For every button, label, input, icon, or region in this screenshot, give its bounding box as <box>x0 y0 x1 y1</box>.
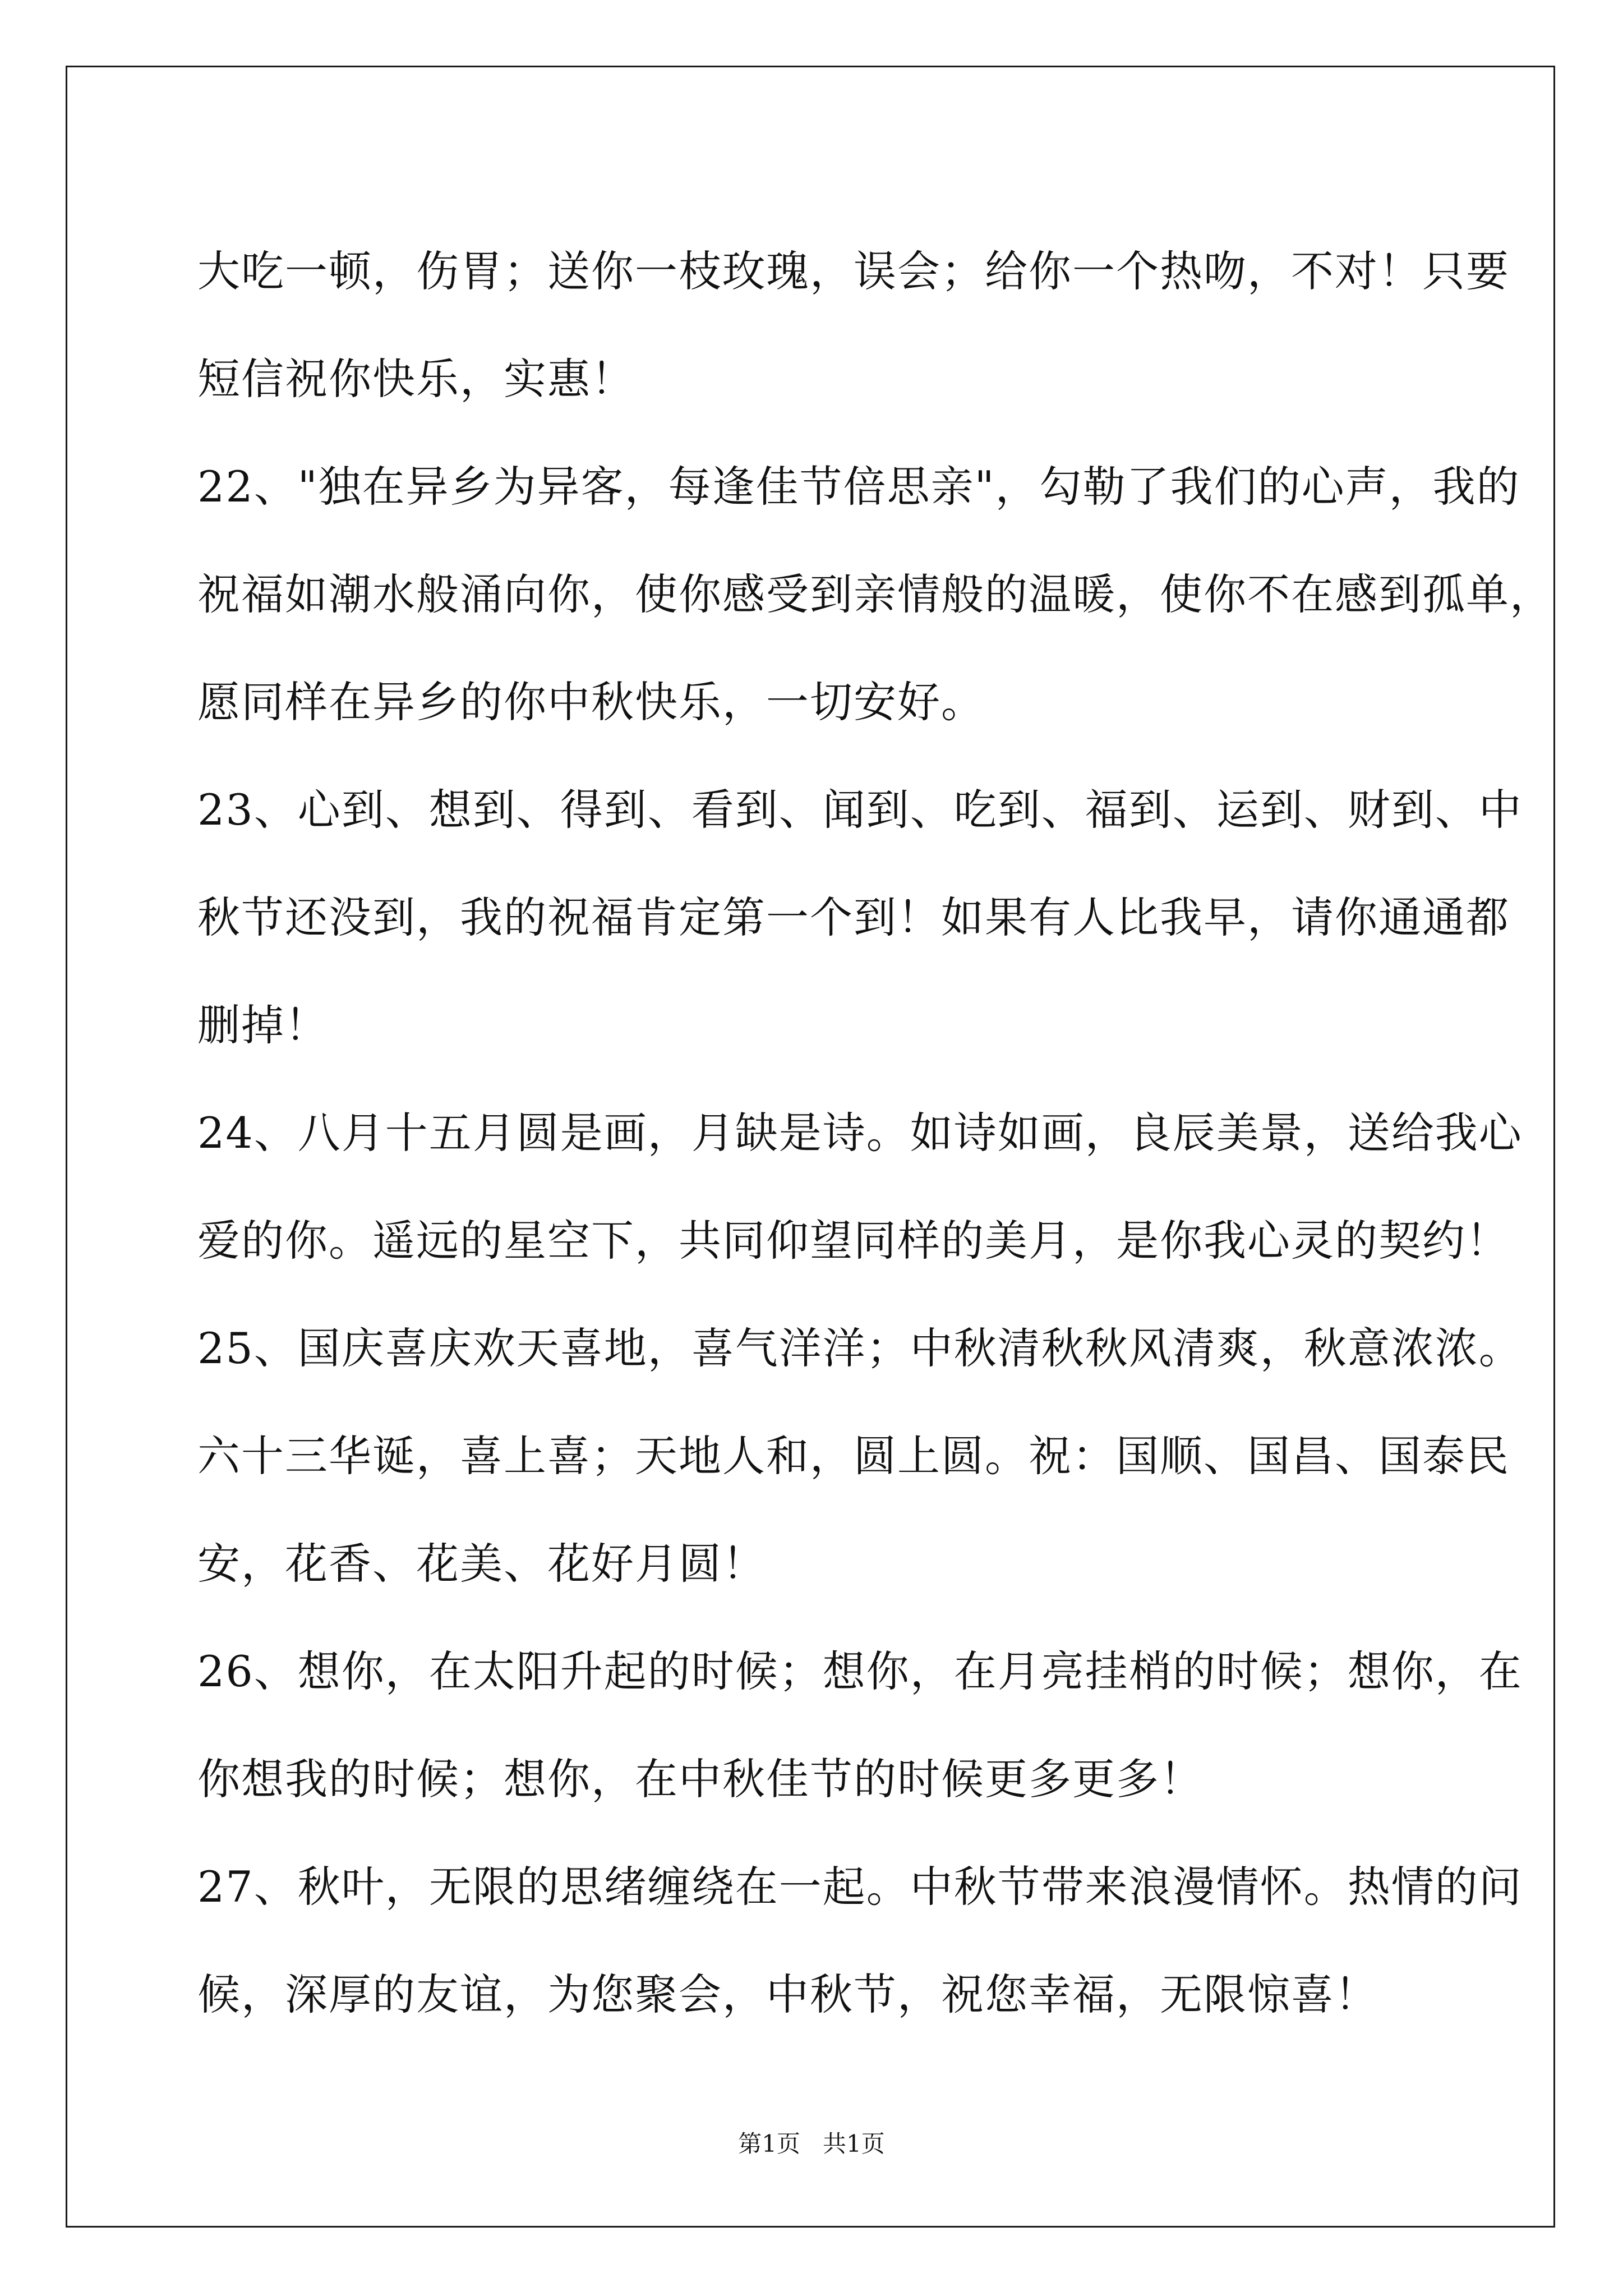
text-line: 24、八月十五月圆是画，月缺是诗。如诗如画，良辰美景，送给我心 <box>197 1108 1523 1158</box>
page-number-footer: 第1页 共1页 <box>738 2130 885 2157</box>
document-body <box>197 218 1553 2049</box>
text-line: 祝福如潮水般涌向你，使你感受到亲情般的温暖，使你不在感到孤单， <box>197 569 1553 619</box>
text-line: 27、秋叶，无限的思绪缠绕在一起。中秋节带来浪漫情怀。热情的问 <box>197 1862 1523 1912</box>
text-line: 短信祝你快乐，实惠！ <box>197 354 635 404</box>
text-line: 你想我的时候；想你，在中秋佳节的时候更多更多！ <box>197 1754 1204 1804</box>
text-line: 大吃一顿，伤胃；送你一枝玫瑰，误会；给你一个热吻，不对！只要 <box>197 246 1510 296</box>
text-line: 25、国庆喜庆欢天喜地，喜气洋洋；中秋清秋秋风清爽，秋意浓浓。 <box>197 1323 1523 1373</box>
text-line: 22、"独在异乡为异客，每逢佳节倍思亲"，勾勒了我们的心声，我的 <box>197 462 1520 512</box>
text-line: 23、心到、想到、得到、看到、闻到、吃到、福到、运到、财到、中 <box>197 785 1523 835</box>
text-line: 六十三华诞，喜上喜；天地人和，圆上圆。祝：国顺、国昌、国泰民 <box>197 1431 1510 1481</box>
text-line: 秋节还没到，我的祝福肯定第一个到！如果有人比我早，请你通通都 <box>197 892 1510 942</box>
text-line: 26、想你，在太阳升起的时候；想你，在月亮挂梢的时候；想你，在 <box>197 1646 1523 1696</box>
text-line: 候，深厚的友谊，为您聚会，中秋节，祝您幸福，无限惊喜！ <box>197 1970 1378 2019</box>
text-line: 愿同样在异乡的你中秋快乐，一切安好。 <box>197 677 985 727</box>
text-line: 安，花香、花美、花好月圆！ <box>197 1539 766 1589</box>
text-line: 爱的你。遥远的星空下，共同仰望同样的美月，是你我心灵的契约！ <box>197 1216 1510 1266</box>
text-line: 删掉！ <box>197 1000 329 1050</box>
